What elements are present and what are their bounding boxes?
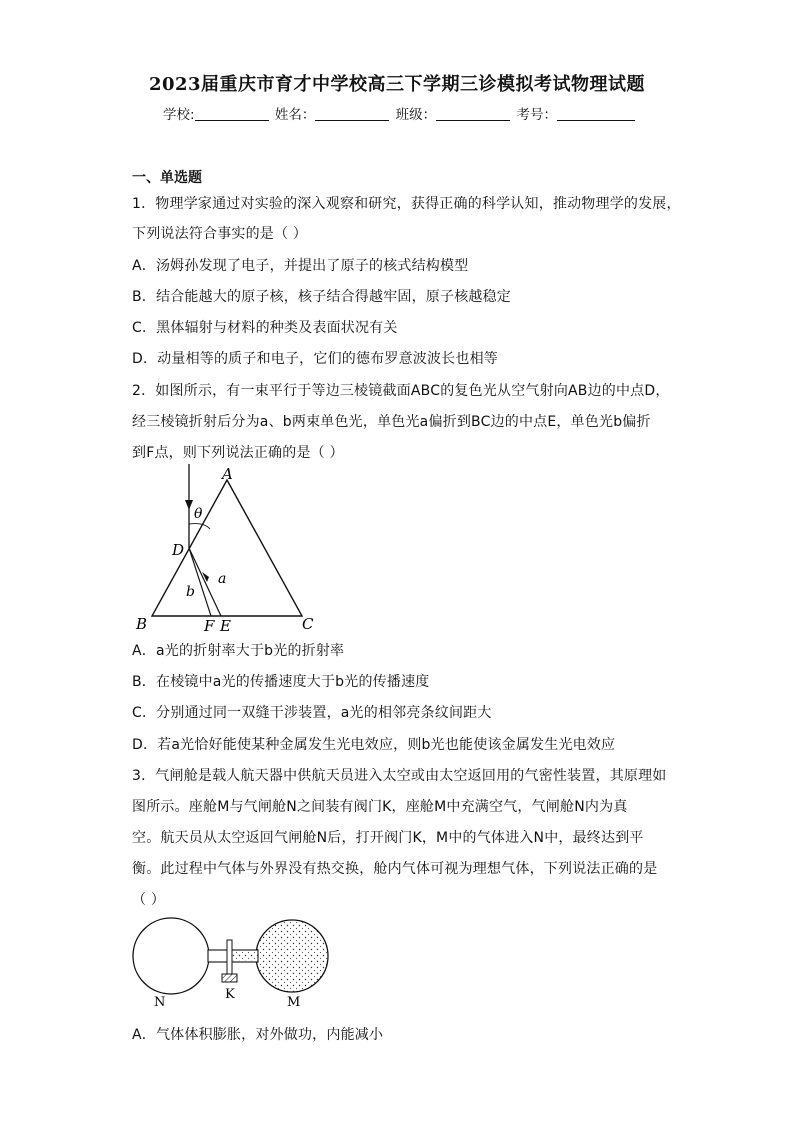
cabin-M (256, 920, 328, 992)
q2-option-c: C．分别通过同一双缝干涉装置，a光的相邻亮条纹间距大 (132, 705, 492, 721)
label-F: F (204, 617, 215, 632)
q3-stem-line1: 3．气闸舱是载人航天器中供航天员进入太空或由太空返回用的气密性装置，其原理如 (132, 768, 667, 784)
q2-option-a: A．a光的折射率大于b光的折射率 (132, 643, 345, 659)
q1-stem-line2: 下列说法符合事实的是（ ） (132, 226, 308, 242)
q3-stem-line2: 图所示。座舱M与气闸舱N之间装有阀门K，座舱M中充满空气，气闸舱N内为真 (132, 799, 628, 815)
label-N: N (154, 995, 166, 1010)
label-D: D (172, 541, 185, 559)
prism-figure (130, 462, 330, 632)
label-K: K (225, 987, 235, 1002)
airlock-figure (130, 912, 335, 1012)
class-blank[interactable] (436, 106, 510, 121)
ray-b (189, 548, 211, 616)
label-theta: θ (194, 506, 203, 522)
incident-arrow-icon (185, 500, 193, 510)
student-info-row (163, 103, 637, 123)
q1-stem-line1: 1．物理学家通过对实验的深入观察和研究，获得正确的科学认知，推动物理学的发展， (132, 196, 681, 212)
q2-stem-line1: 2．如图所示，有一束平行于等边三棱镜截面ABC的复色光从空气射向AB边的中点D， (132, 383, 670, 399)
valve-k-handle-icon (222, 974, 237, 982)
q3-stem-line5: （ ） (132, 892, 166, 908)
angle-arc (189, 524, 210, 529)
q1-option-a: A．汤姆孙发现了电子，并提出了原子的核式结构模型 (132, 258, 469, 274)
label-b: b (186, 584, 195, 600)
q2-stem-line2: 经三棱镜折射后分为a、b两束单色光，单色光a偏折到BC边的中点E，单色光b偏折 (132, 414, 651, 430)
label-C: C (302, 615, 314, 632)
q1-option-c: C．黑体辐射与材料的种类及表面状况有关 (132, 320, 398, 336)
exam-number-label: 考号： (516, 107, 557, 123)
q3-stem-line3: 空。航天员从太空返回气闸舱N后，打开阀门K，M中的气体进入N中，最终达到平 (132, 830, 644, 846)
q3-stem-line4: 衡。此过程中气体与外界没有热交换，舱内气体可视为理想气体，下列说法正确的是 (132, 861, 658, 877)
label-A: A (222, 465, 233, 483)
name-blank[interactable] (315, 106, 389, 121)
class-label: 班级： (395, 107, 437, 123)
q2-option-b: B．在棱镜中a光的传播速度大于b光的传播速度 (132, 674, 430, 690)
label-B: B (136, 615, 148, 632)
tube-gas (232, 951, 258, 961)
q3-option-a: A．气体体积膨胀，对外做功，内能减小 (132, 1027, 384, 1043)
page-title: 2023届重庆市育才中学校高三下学期三诊模拟考试物理试题 (148, 74, 646, 95)
cabin-N (133, 918, 209, 994)
section-title: 一、单选题 (132, 170, 202, 186)
label-a: a (218, 571, 227, 587)
exam-number-blank[interactable] (557, 106, 635, 121)
q2-option-d: D．若a光恰好能使某种金属发生光电效应，则b光也能使该金属发生光电效应 (132, 737, 616, 753)
ray-a (189, 548, 221, 616)
label-E: E (220, 617, 231, 632)
q2-stem-line3: 到F点，则下列说法正确的是（ ） (132, 445, 344, 461)
label-M: M (287, 995, 301, 1010)
name-label: 姓名： (274, 107, 316, 123)
school-blank[interactable] (195, 106, 269, 121)
q1-option-b: B．结合能越大的原子核，核子结合得越牢固，原子核越稳定 (132, 289, 512, 305)
school-label: 学校: (163, 107, 195, 123)
q1-option-d: D．动量相等的质子和电子，它们的德布罗意波波长也相等 (132, 351, 498, 367)
valve-stem (227, 940, 232, 974)
